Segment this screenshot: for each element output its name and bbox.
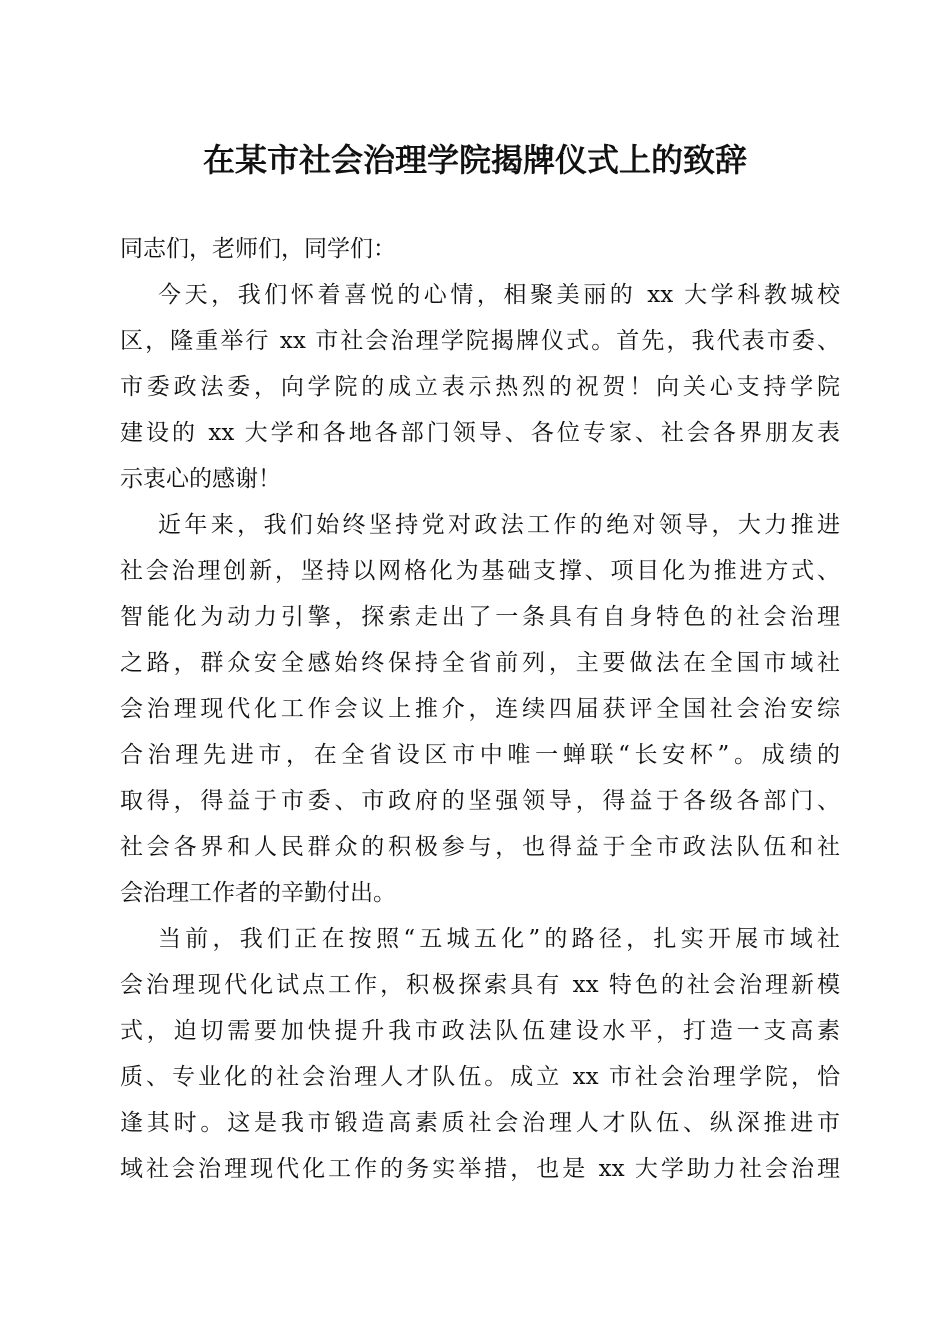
paragraph-2-line-2: 社会治理创新，坚持以网格化为基础支撑、项目化为推进方式、 [120, 558, 840, 584]
paragraph-2-line-5: 会治理现代化工作会议上推介，连续四届获评全国社会治安综 [120, 696, 840, 722]
paragraph-1-line-4: 建设的 xx 大学和各地各部门领导、各位专家、社会各界朋友表 [120, 420, 840, 446]
paragraph-3-line-6: 域社会治理现代化工作的务实举措，也是 xx 大学助力社会治理 [120, 1156, 840, 1182]
paragraph-3-line-3: 式，迫切需要加快提升我市政法队伍建设水平，打造一支高素 [120, 1018, 840, 1044]
document-body [120, 226, 840, 1192]
salutation: 同志们，老师们，同学们： [120, 236, 396, 262]
paragraph-3-line-5: 逢其时。这是我市锻造高素质社会治理人才队伍、纵深推进市 [120, 1110, 840, 1136]
paragraph-2-line-7: 取得，得益于市委、市政府的坚强领导，得益于各级各部门、 [120, 788, 840, 814]
paragraph-2-line-8: 社会各界和人民群众的积极参与，也得益于全市政法队伍和社 [120, 834, 840, 860]
paragraph-1-line-3: 市委政法委，向学院的成立表示热烈的祝贺！向关心支持学院 [120, 374, 840, 400]
paragraph-2-line-1: 近年来，我们始终坚持党对政法工作的绝对领导，大力推进 [158, 512, 840, 538]
paragraph-3-line-2: 会治理现代化试点工作，积极探索具有 xx 特色的社会治理新模 [120, 972, 840, 998]
paragraph-1-line-2: 区，隆重举行 xx 市社会治理学院揭牌仪式。首先，我代表市委、 [120, 328, 840, 354]
paragraph-2-line-3: 智能化为动力引擎，探索走出了一条具有自身特色的社会治理 [120, 604, 840, 630]
paragraph-2-line-4: 之路，群众安全感始终保持全省前列，主要做法在全国市域社 [120, 650, 840, 676]
paragraph-3-line-1: 当前，我们正在按照“五城五化”的路径，扎实开展市域社 [158, 926, 840, 952]
paragraph-1-line-5: 示衷心的感谢！ [120, 466, 281, 492]
paragraph-2-line-9: 会治理工作者的辛勤付出。 [120, 880, 396, 906]
paragraph-1-line-1: 今天，我们怀着喜悦的心情，相聚美丽的 xx 大学科教城校 [158, 282, 840, 308]
paragraph-2-line-6: 合治理先进市，在全省设区市中唯一蝉联“长安杯”。成绩的 [120, 742, 840, 768]
paragraph-3-line-4: 质、专业化的社会治理人才队伍。成立 xx 市社会治理学院，恰 [120, 1064, 840, 1090]
document-title: 在某市社会治理学院揭牌仪式上的致辞 [202, 141, 747, 179]
